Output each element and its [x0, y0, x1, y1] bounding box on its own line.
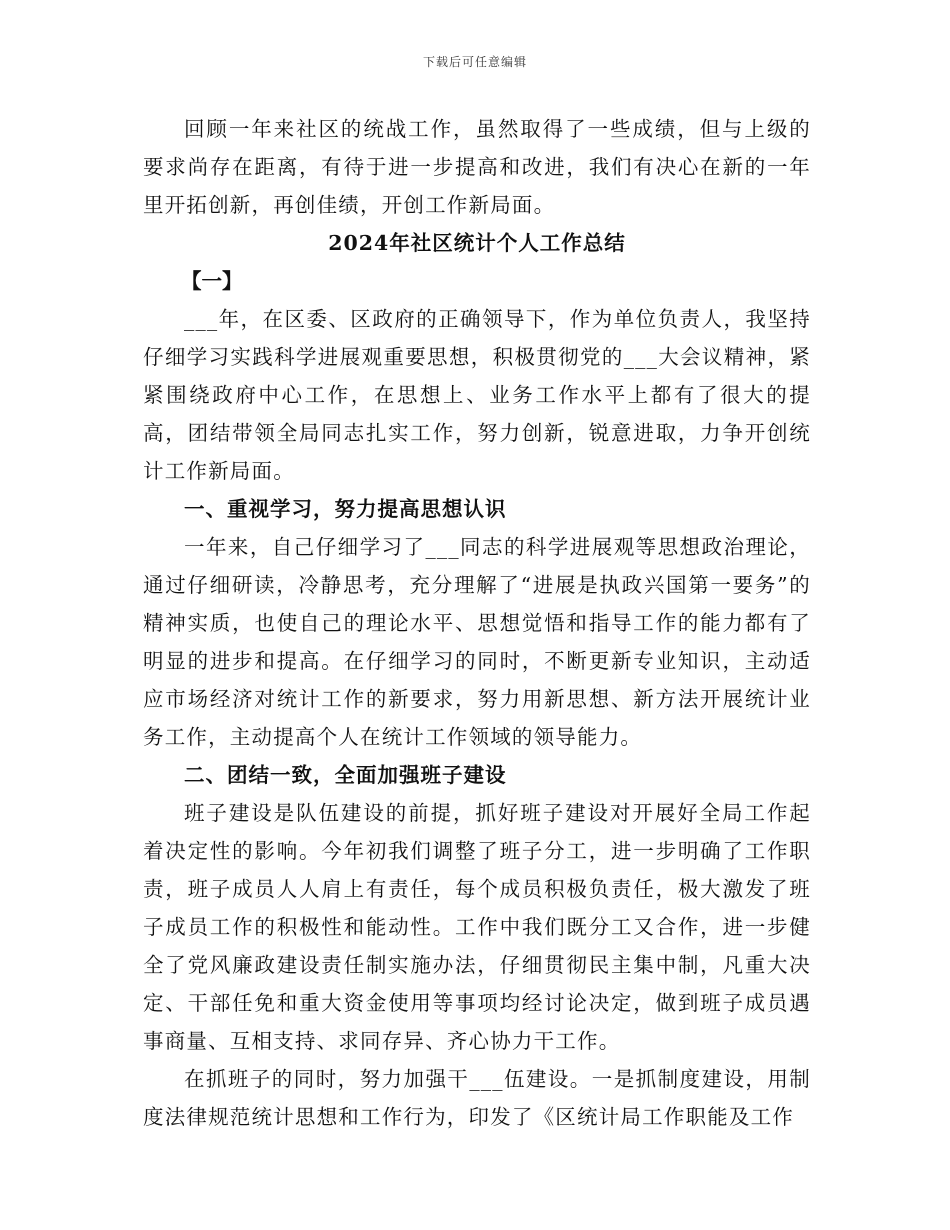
part-label: 【一】 — [181, 269, 243, 293]
section-heading-1: 一、重视学习，努力提高思想认识 — [184, 497, 507, 521]
document-body — [143, 110, 811, 1136]
header-note: 下载后可任意编辑 — [422, 55, 527, 69]
paragraph-staff: 在抓班子的同时，努力加强干___伍建设。一是抓制度建设，用制度法律规范统计思想和工作行为，印发了《区统计局工作职能及工作 — [143, 1067, 811, 1129]
paragraph-study: 一年来，自己仔细学习了___同志的科学进展观等思想政治理论，通过仔细研读，冷静思考，充分理解了“进展是执政兴国第一要务”的精神实质，也使自己的理论水平、思想觉悟和指导工作的能力都有了明显的进步和提高。在仔细学习的同时，不断更新专业知识，主动适应市场经济对统计工作的新要求，努力用新思想、新方法开展统计业务工作，主动提高个人在统计工作领域的领导能力。 — [143, 535, 811, 749]
document-title: 2024年社区统计个人工作总结 — [328, 231, 626, 255]
section-heading-2: 二、团结一致，全面加强班子建设 — [184, 763, 507, 787]
paragraph-review: 回顾一年来社区的统战工作，虽然取得了一些成绩，但与上级的要求尚存在距离，有待于进一步提高和改进，我们有决心在新的一年里开拓创新，再创佳绩，开创工作新局面。 — [143, 117, 811, 217]
paragraph-team: 班子建设是队伍建设的前提，抓好班子建设对开展好全局工作起着决定性的影响。今年初我们调整了班子分工，进一步明确了工作职责，班子成员人人肩上有责任，每个成员积极负责任，极大激发了班子成员工作的积极性和能动性。工作中我们既分工又合作，进一步健全了党风廉政建设责任制实施办法，仔细贯彻民主集中制，凡重大决定、干部任免和重大资金使用等事项均经讨论决定，做到班子成员遇事商量、互相支持、求同存异、齐心协力干工作。 — [143, 801, 811, 1053]
paragraph-intro: ___年，在区委、区政府的正确领导下，作为单位负责人，我坚持仔细学习实践科学进展观重要思想，积极贯彻党的___大会议精神，紧紧围绕政府中心工作，在思想上、业务工作水平上都有了很大的提高，团结带领全局同志扎实工作，努力创新，锐意进取，力争开创统计工作新局面。 — [143, 307, 811, 483]
